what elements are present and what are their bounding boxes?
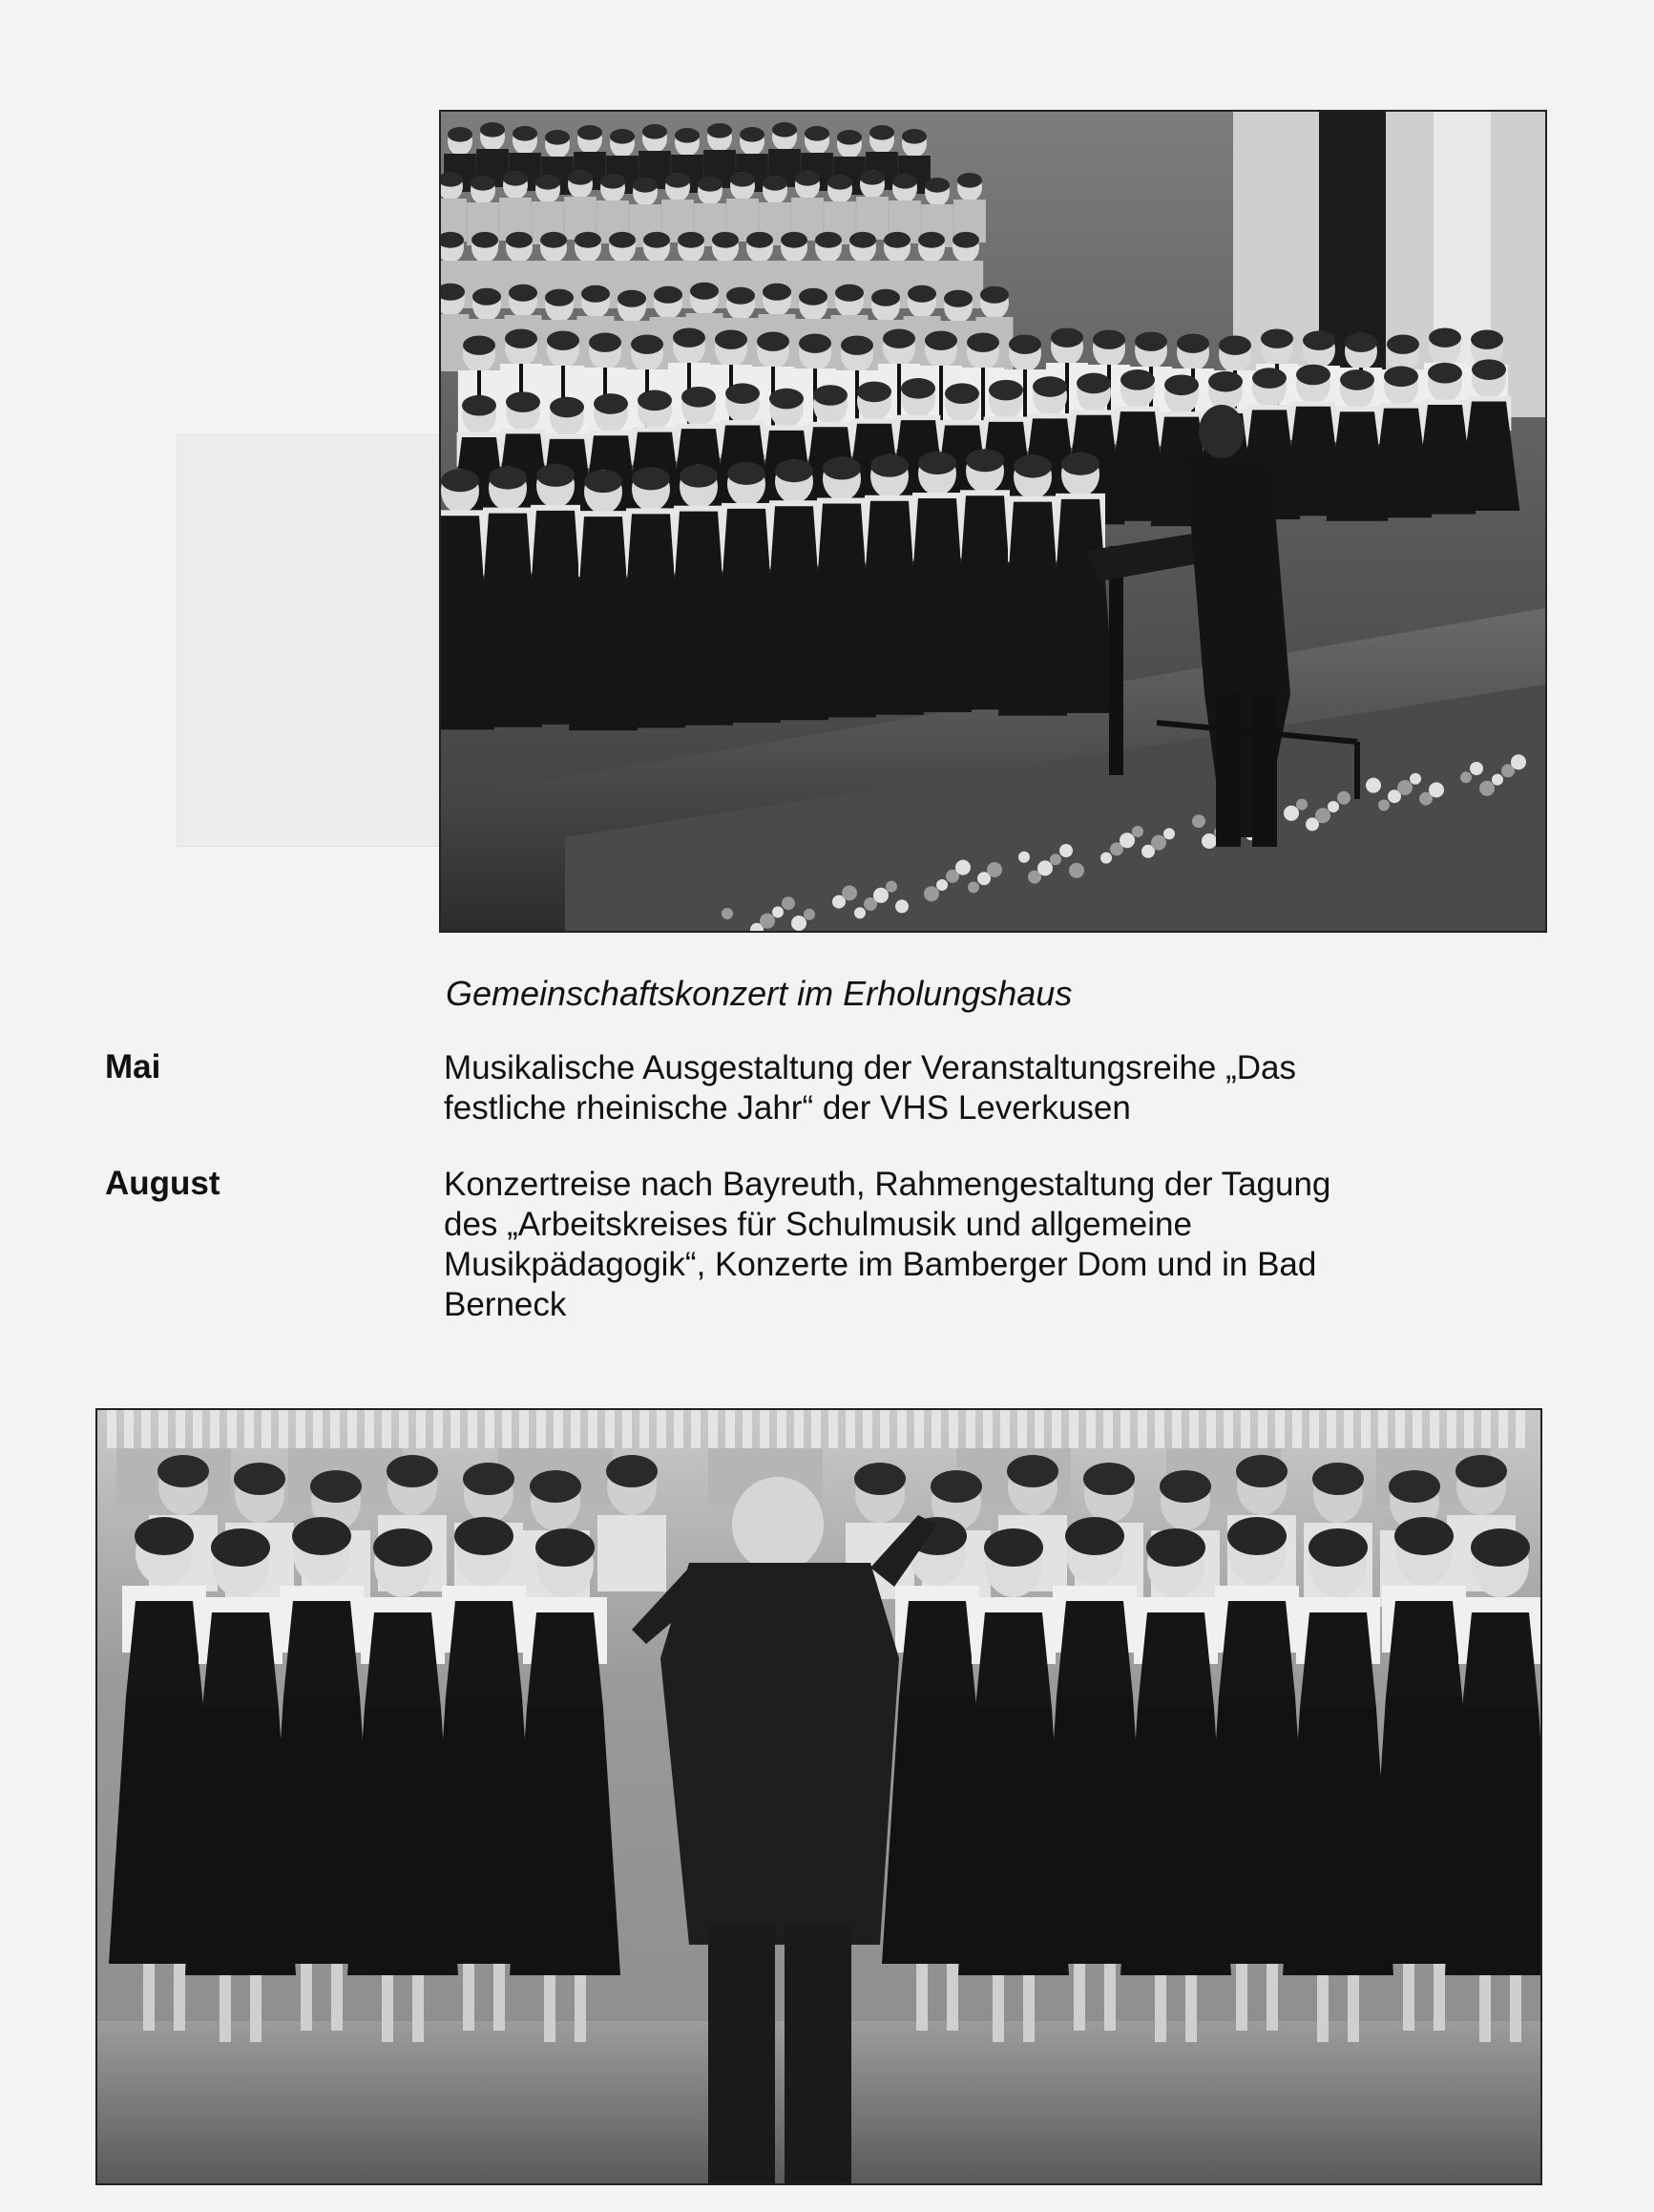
entry-text-line: Konzertreise nach Bayreuth, Rahmengestaltung der Tagung	[444, 1166, 1331, 1203]
entry-text-august	[444, 1165, 1532, 1325]
entry-text-line: des „Arbeitskreises für Schulmusik und allgemeine	[444, 1206, 1192, 1243]
choir-conductor-photo-image	[97, 1410, 1540, 2183]
entry-text-line: Berneck	[444, 1286, 567, 1323]
entry-text-mai	[444, 1048, 1532, 1128]
bleed-through-photo-shadow	[177, 434, 450, 847]
entry-text-line: festliche rheinische Jahr“ der VHS Leverkusen	[444, 1089, 1131, 1127]
photo-caption: Gemeinschaftskonzert im Erholungshaus	[446, 974, 1073, 1013]
entry-month-august: August	[105, 1165, 220, 1202]
choir-tiered-photo-image	[441, 112, 1545, 931]
choir-tiered-photo	[439, 110, 1547, 933]
choir-conductor-photo	[95, 1408, 1542, 2185]
entry-text-line: Musikalische Ausgestaltung der Veranstaltungsreihe „Das	[444, 1049, 1296, 1086]
entry-text-line: Musikpädagogik“, Konzerte im Bamberger Dom und in Bad	[444, 1246, 1317, 1283]
entry-month-mai: Mai	[105, 1048, 161, 1085]
